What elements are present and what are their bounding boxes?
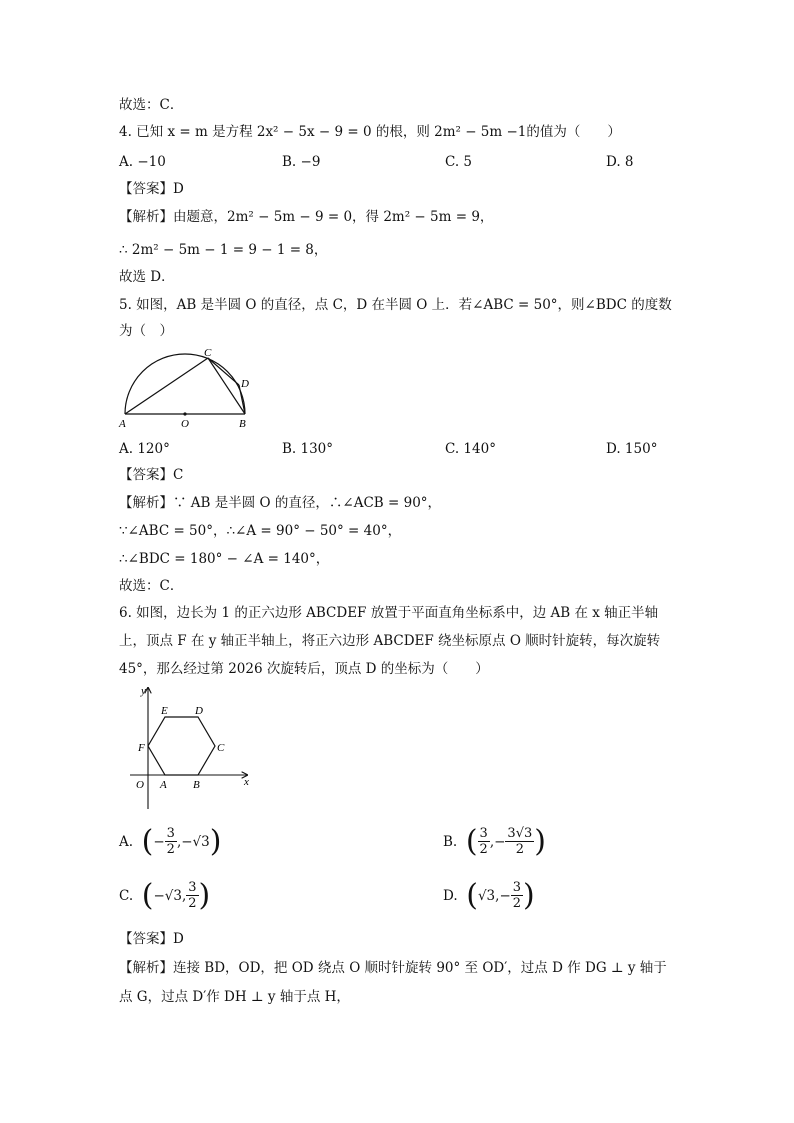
y-sign: −	[494, 833, 506, 850]
q4-conclusion: 故选 D．	[119, 269, 175, 285]
q6-option-c	[119, 877, 211, 913]
hexagon-coordinate-figure	[130, 684, 255, 812]
left-paren: (	[141, 877, 154, 913]
q5-conclusion: 故选：C．	[119, 578, 184, 594]
comma: ,	[495, 887, 500, 904]
denominator: 2	[166, 842, 175, 857]
q5-stem-line-1: 5. 如图，AB 是半圆 O 的直径，点 C，D 在半圆 O 上．若∠ABC = 50°，则∠BDC 的度数	[119, 297, 672, 313]
numerator: 3	[512, 880, 522, 895]
q4-option-a: A. −10	[119, 154, 166, 170]
center-point-o	[183, 412, 186, 415]
numerator: 3	[166, 826, 175, 841]
label-b: B	[193, 779, 200, 791]
semicircle-arc	[125, 354, 245, 414]
q4-analysis-line-2: ∴ 2m² − 5m − 1 = 9 − 1 = 8，	[119, 242, 328, 258]
right-paren: )	[534, 823, 546, 859]
label-d: D	[241, 378, 249, 390]
y-value: −√3	[181, 833, 210, 850]
numerator: 3	[188, 880, 197, 895]
comma: ,	[181, 887, 187, 904]
comma: ,	[489, 833, 495, 850]
option-label: B.	[443, 833, 458, 850]
semicircle-figure	[115, 345, 255, 430]
q5-option-c: C. 140°	[445, 441, 496, 457]
q5-analysis-line-2: ∵∠ABC = 50°，∴∠A = 90° − 50° = 40°，	[119, 523, 402, 539]
right-paren: )	[523, 877, 535, 913]
q6-stem-line-3: 45°，那么经过第 2026 次旋转后，顶点 D 的坐标为（ ）	[119, 661, 489, 677]
q6-analysis-line-2: 点 G，过点 D′作 DH ⊥ y 轴于点 H，	[119, 989, 350, 1005]
label-x: x	[244, 776, 249, 788]
q4-answer: 【答案】D	[119, 181, 184, 197]
x-value: −√3	[153, 887, 182, 904]
q5-answer: 【答案】C	[119, 467, 184, 483]
option-label: A.	[119, 833, 134, 850]
label-a: A	[160, 779, 167, 791]
q6-analysis-line-1: 【解析】连接 BD，OD，把 OD 绕点 O 顺时针旋转 90° 至 OD′，过点 D 作 DG ⊥ y 轴于	[119, 960, 667, 976]
q4-option-b: B. −9	[282, 154, 321, 170]
right-paren: )	[209, 823, 222, 859]
q6-answer: 【答案】D	[119, 931, 184, 947]
label-e: E	[161, 705, 168, 717]
x-fraction	[478, 826, 490, 857]
label-b: B	[239, 418, 246, 430]
label-d: D	[195, 705, 203, 717]
left-paren: (	[141, 823, 154, 859]
label-o: O	[181, 418, 189, 430]
x-sign: −	[153, 833, 165, 850]
q6-stem-line-2: 上，顶点 F 在 y 轴正半轴上，将正六边形 ABCDEF 绕坐标原点 O 顺时针旋转，每次旋转	[119, 633, 661, 649]
q5-analysis-line-1: 【解析】∵ AB 是半圆 O 的直径，∴∠ACB = 90°，	[119, 495, 442, 511]
q6-option-d	[443, 877, 535, 913]
denominator: 2	[515, 842, 524, 857]
option-label: D.	[443, 887, 458, 904]
label-c: C	[217, 742, 225, 754]
q4-option-c: C. 5	[445, 154, 473, 170]
comma: ,	[176, 833, 182, 850]
denominator: 2	[188, 896, 197, 911]
y-fraction	[511, 880, 523, 911]
regular-hexagon	[148, 717, 215, 775]
x-value: √3	[477, 887, 496, 904]
y-fraction	[186, 880, 198, 911]
q5-option-a: A. 120°	[119, 441, 170, 457]
y-fraction	[505, 826, 534, 857]
label-a: A	[119, 418, 126, 430]
q4-analysis-line-1: 【解析】由题意，2m² − 5m − 9 = 0，得 2m² − 5m = 9，	[119, 209, 494, 225]
q4-option-d: D. 8	[606, 154, 634, 170]
q6-stem-line-1: 6. 如图，边长为 1 的正六边形 ABCDEF 放置于平面直角坐标系中，边 AB 在 x 轴正半轴	[119, 605, 659, 621]
numerator: 3	[479, 826, 488, 841]
q5-option-d: D. 150°	[606, 441, 658, 457]
prev-conclusion: 故选：C．	[119, 97, 184, 113]
q6-option-a	[119, 823, 222, 859]
label-y: y	[141, 685, 146, 697]
y-sign: −	[499, 887, 511, 904]
q6-option-b	[443, 823, 546, 859]
label-c: C	[204, 347, 212, 359]
label-f: F	[138, 742, 145, 754]
x-fraction	[165, 826, 177, 857]
segment-ac	[125, 358, 208, 414]
denominator: 2	[479, 842, 488, 857]
right-paren: )	[198, 877, 211, 913]
q5-option-b: B. 130°	[282, 441, 334, 457]
label-o: O	[136, 779, 144, 791]
q5-stem-line-2: 为（ ）	[119, 323, 173, 339]
left-paren: (	[465, 823, 478, 859]
q5-analysis-line-3: ∴∠BDC = 180° − ∠A = 140°，	[119, 551, 330, 567]
option-label: C.	[119, 887, 134, 904]
left-paren: (	[466, 877, 478, 913]
q4-stem: 4. 已知 x = m 是方程 2x² − 5x − 9 = 0 的根，则 2m² − 5m −1的值为（ ）	[119, 124, 621, 140]
denominator: 2	[512, 896, 522, 911]
numerator: 3√3	[507, 826, 533, 841]
